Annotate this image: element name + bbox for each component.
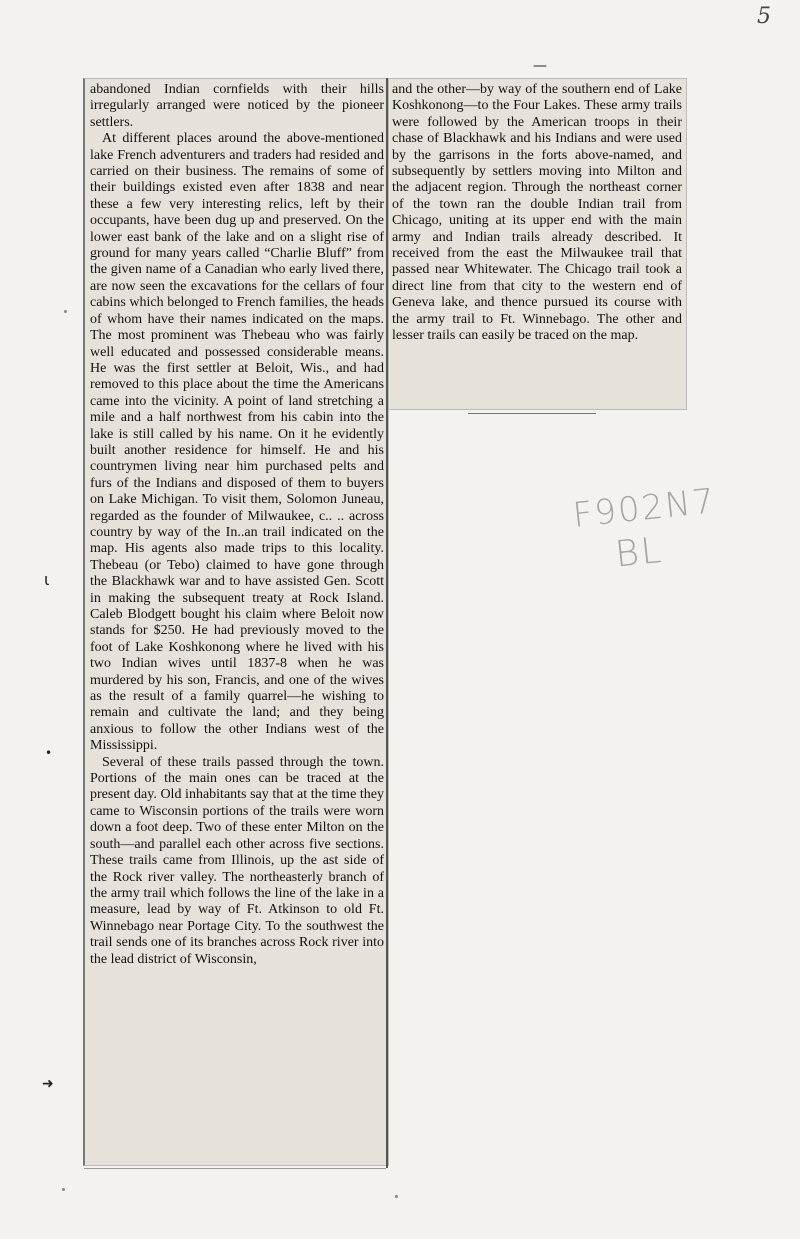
paper-speck	[395, 1195, 398, 1198]
column-divider-rule	[386, 78, 388, 1168]
archival-code: F902N7	[571, 481, 718, 536]
paragraph: At different places around the above-mentioned lake French adventurers and traders had resided and carried on their business. The remains of some of their buildings existed even after 1838 and near these a few very interesting relics, left by their occupants, have been dug up and preserved. On the lower east bank of the lake and on a slight rise of ground for many years called “Charlie Bluff” from the given name of a Canadian who early lived there, are now seen the excavations for the cellars of four cabins which belonged to French families, the heads of whom have their names indicated on the maps. The most prominent was Thebeau who was fairly well educated and possessed considerable means. He was the first settler at Beloit, Wis., and had removed to this place about the time the Americans came into the vicinity. A point of land stretching a mile and a half northwest from his cabin into the lake is still called by his name. On it he evidently built another residence for himself. He and his countrymen living near him purchased pelts and furs of the Indians and disposed of them to buyers on Lake Michigan. To visit them, Solomon Juneau, regarded as the founder of Milwaukee, c.. .. across country by way of the In..an trail indicated on the map. His agents also made trips to this locality. Thebeau (or Tebo) claimed to have gone through the Blackhawk war and to have assisted Gen. Scott in making the subsequent treaty at Rock Island. Caleb Blodgett bought his claim where Beloit now stands for $250. He had previously moved to the foot of Lake Koshkonong where he lived with his two Indian wives until 1837-8 when he was murdered by his son, Francis, and one of the wives as the result of a family quarrel—he wishing to remain and cultivate the land; and they being anxious to follow the other Indians west of the Mississippi.	[90, 131, 384, 754]
margin-mark: ι	[44, 570, 50, 589]
paragraph: Several of these trails passed through the town. Portions of the main ones can be traced at the present day. Old inhabitants say that at the time they came to Wisconsin portions of the trails were worn down a foot deep. Two of these enter Milton on the south—and parallel each other across five sections. These trails came from Illinois, up the ast side of the Rock river valley. The northeasterly branch of the army trail which follows the line of the lake in a measure, lead by way of Ft. Atkinson to old Ft. Winnebago near Portage City. To the southwest the trail sends one of its branches across Rock river into the lead district of Wisconsin,	[90, 754, 384, 967]
pencil-archival-note	[571, 478, 729, 581]
paragraph: and the other—by way of the southern end of Lake Koshkonong—to the Four Lakes. These army trails were followed by the American troops in their chase of Blackhawk and his Indians and were used by the garrisons in the forts above-named, and subsequently by settlers moving into Milton and the adjacent region. Through the northeast corner of the town ran the double Indian trail from Chicago, uniting at its upper end with the main army and Indian trails already described. It received from the east the Milwaukee trail that passed near Whitewater. The Chicago trail took a direct line from that city to the western end of Geneva lake, and thence pursued its course with the army trail to Ft. Winnebago. The other and lesser trails can easily be traced on the map.	[392, 82, 682, 344]
paragraph: abandoned Indian cornfields with their hills irregularly arranged were noticed by the pioneer settlers.	[90, 82, 384, 130]
margin-mark: •	[45, 746, 53, 760]
margin-mark: ➜	[42, 1076, 54, 1092]
right-column-text	[392, 82, 682, 345]
clipping-bottom-edge	[84, 1168, 386, 1169]
paper-speck	[64, 310, 67, 313]
left-column-text	[90, 82, 384, 968]
page-number-marker: 5	[757, 4, 771, 29]
margin-mark: —	[533, 58, 547, 74]
end-of-article-rule	[468, 413, 596, 414]
archival-initials: BL	[613, 529, 665, 576]
paper-speck	[62, 1188, 65, 1191]
